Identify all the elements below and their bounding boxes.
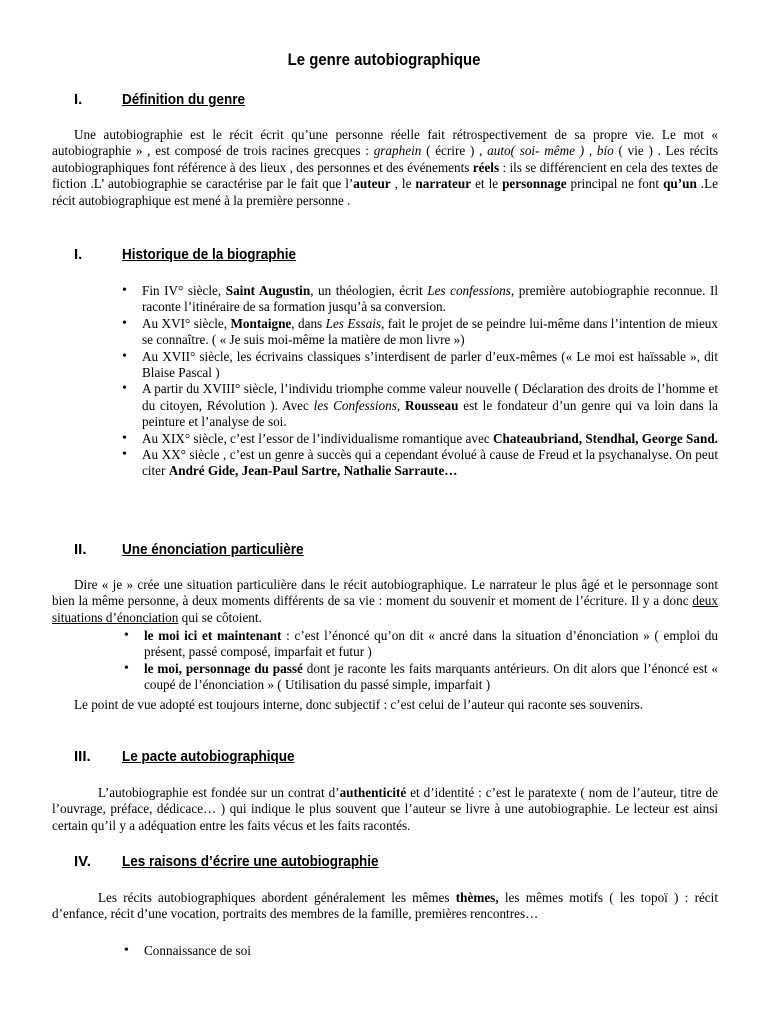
document-title: Le genre autobiographique: [287, 50, 481, 69]
historique-list: [119, 283, 718, 480]
list-item: • Au XVI° siècle, Montaigne, dans Les Essais, fait le projet de se peindre lui-même dans l’intention de mieux se connaître. ( « Je suis moi-même la matière de mon livre »): [119, 316, 718, 349]
section-heading-raisons: [74, 852, 594, 872]
list-item: • Fin IV° siècle, Saint Augustin, un théologien, écrit Les confessions, première autobiographie reconnue. Il raconte l’itinéraire de sa formation jusqu’à sa conversion.: [119, 283, 718, 316]
list-item: • Au XIX° siècle, c’est l’essor de l’individualisme romantique avec Chateaubriand, Stendhal, George Sand.: [119, 431, 718, 447]
section-number: II.: [74, 541, 87, 558]
list-item: • Au XX° siècle , c’est un genre à succès qui a cependant évolué à cause de Freud et la psychanalyse. On peut citer André Gide, Jean-Paul Sartre, Nathalie Sarraute…: [119, 447, 718, 480]
section-heading-historique: [74, 245, 594, 265]
section-number: I.: [74, 246, 83, 263]
section-title: Définition du genre: [122, 91, 246, 108]
list-item: • le moi ici et maintenant : c’est l’énoncé qu’on dit « ancré dans la situation d’énonciation » ( emploi du présent, passé composé, imparfait et futur ): [121, 628, 718, 661]
section-number: III.: [74, 748, 91, 765]
raisons-list: [121, 943, 718, 959]
section-number: IV.: [74, 853, 91, 870]
list-item: • Connaissance de soi: [121, 943, 718, 959]
enonciation-paragraph: Dire « je » crée une situation particulière dans le récit autobiographique. Le narrateur le plus âgé et le personnage sont bien la même personne, à deux moments différents de sa vie : moment du souvenir et moment de l’écriture. Il y a donc deux situations d’énonciation qui se côtoient.: [52, 577, 718, 625]
list-item: • Au XVII° siècle, les écrivains classiques s’interdisent de parler d’eux-mêmes (« Le moi est haïssable », dit Blaise Pascal ): [119, 349, 718, 382]
list-item: • le moi, personnage du passé dont je raconte les faits marquants antérieurs. On dit alors que l’énoncé est « coupé de l’énonciation » ( Utilisation du passé simple, imparfait ): [121, 661, 718, 694]
section-number: I.: [74, 91, 83, 108]
section-heading-pacte: [74, 747, 594, 767]
section-heading-definition: [74, 90, 594, 110]
section-title: Historique de la biographie: [122, 246, 297, 263]
section-title: Le pacte autobiographique: [122, 748, 295, 765]
section-title: Les raisons d’écrire une autobiographie: [122, 853, 379, 870]
enonciation-list: [121, 628, 718, 694]
raisons-paragraph: Les récits autobiographiques abordent généralement les mêmes thèmes, les mêmes motifs ( les topoï ) : récit d’enfance, récit d’une vocation, portraits des membres de la famille, premières rencontres…: [52, 890, 718, 922]
pacte-paragraph: L’autobiographie est fondée sur un contrat d’authenticité et d’identité : c’est le paratexte ( nom de l’auteur, titre de l’ouvrage, préface, dédicace… ) qui indique le plus souvent que l’auteur se livre à une autobiographie. Le lecteur est ainsi certain qu’il y a adéquation entre les faits vécus et les faits racontés.: [52, 785, 718, 833]
definition-paragraph: Une autobiographie est le récit écrit qu’une personne réelle fait rétrospectivement de sa propre vie. Le mot « autobiographie » , est composé de trois racines grecques : graphein ( écrire ) , auto( soi- même ) , bio ( vie ) . Les récits autobiographiques font référence à des lieux , des personnes et des événements réels : ils se différencient en cela des textes de fiction .L’ autobiographie se caractérise par le fait que l’auteur , le narrateur et le personnage principal ne font qu’un .Le récit autobiographique est mené à la première personne .: [52, 127, 719, 208]
list-item: • A partir du XVIII° siècle, l’individu triomphe comme valeur nouvelle ( Déclaration des droits de l’homme et du citoyen, Révolution ). Avec les Confessions, Rousseau est le fondateur d’un genre qui va loin dans la peinture et l’analyse de soi.: [119, 381, 718, 430]
point-de-vue-paragraph: Le point de vue adopté est toujours interne, donc subjectif : c’est celui de l’auteur qui raconte ses souvenirs.: [74, 697, 644, 712]
section-heading-enonciation: [74, 540, 594, 560]
section-title: Une énonciation particulière: [122, 541, 304, 558]
